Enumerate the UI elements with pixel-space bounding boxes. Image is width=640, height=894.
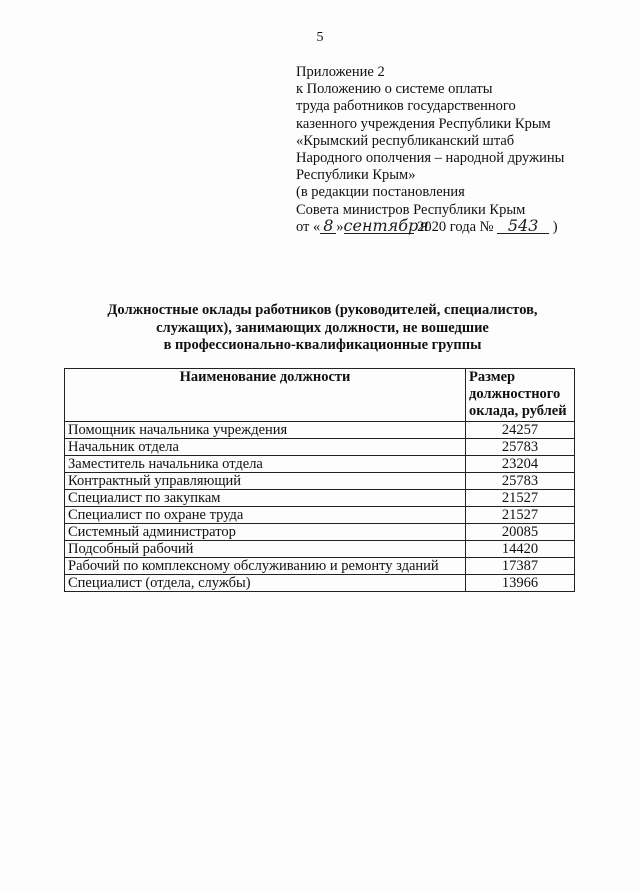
salary-value: 24257 — [466, 422, 575, 439]
handwritten-month: сентября — [343, 215, 429, 235]
title-line: служащих), занимающих должности, не вошедшие — [156, 319, 489, 336]
position-name: Системный администратор — [65, 524, 466, 541]
table-row — [65, 575, 575, 592]
appendix-line: Приложение 2 — [296, 64, 385, 80]
position-name: Рабочий по комплексному обслуживанию и ремонту зданий — [65, 558, 466, 575]
appendix-line: Народного ополчения – народной дружины — [296, 150, 565, 167]
table-row — [65, 507, 575, 524]
table-row — [65, 422, 575, 439]
header-salary-line: Размер — [469, 369, 516, 385]
position-name: Подсобный рабочий — [65, 541, 466, 558]
date-quote-close: » — [336, 218, 344, 235]
date-suffix: ) — [552, 218, 558, 235]
appendix-line: «Крымский республиканский штаб — [296, 132, 515, 149]
salary-value: 20085 — [466, 524, 575, 541]
salary-value: 25783 — [466, 473, 575, 490]
appendix-line: труда работников государственного — [296, 98, 516, 115]
date-prefix: от « — [296, 218, 321, 235]
position-name: Специалист по закупкам — [65, 490, 466, 507]
table-row — [65, 558, 575, 575]
table-row — [65, 456, 575, 473]
appendix-header — [296, 64, 596, 236]
document-title — [90, 302, 555, 355]
appendix-line: казенного учреждения Республики Крым — [296, 115, 551, 132]
position-name: Заместитель начальника отдела — [65, 456, 466, 473]
salary-value: 13966 — [466, 575, 575, 592]
table-row — [65, 524, 575, 541]
header-salary — [466, 369, 575, 422]
handwritten-day: 8 — [320, 219, 336, 234]
position-name: Специалист по охране труда — [65, 507, 466, 524]
table-row — [65, 541, 575, 558]
header-salary-line: должностного — [469, 386, 561, 402]
page-number: 5 — [316, 30, 324, 45]
appendix-line: Республики Крым» — [296, 167, 416, 184]
appendix-line: к Положению о системе оплаты — [296, 81, 493, 98]
salary-table — [64, 368, 575, 592]
title-line: в профессионально-квалификационные группы — [163, 337, 482, 353]
table-row — [65, 490, 575, 507]
header-salary-line: оклада, рублей — [469, 403, 567, 419]
title-line: Должностные оклады работников (руководителей, специалистов, — [107, 302, 538, 318]
position-name: Помощник начальника учреждения — [65, 422, 466, 439]
salary-value: 17387 — [466, 558, 575, 575]
header-position-name: Наименование должности — [65, 369, 466, 422]
salary-value: 25783 — [466, 439, 575, 456]
position-name: Контрактный управляющий — [65, 473, 466, 490]
table-header-row — [65, 369, 575, 422]
position-name: Начальник отдела — [65, 439, 466, 456]
salary-value: 23204 — [466, 456, 575, 473]
appendix-line: (в редакции постановления — [296, 184, 465, 201]
salary-value: 14420 — [466, 541, 575, 558]
salary-value: 21527 — [466, 490, 575, 507]
table-row — [65, 439, 575, 456]
appendix-line: Совета министров Республики Крым — [296, 201, 526, 218]
date-year-text: 2020 года № — [417, 218, 494, 235]
appendix-date-line — [296, 215, 596, 236]
table-row — [65, 473, 575, 490]
handwritten-doc-number: 543 — [497, 219, 549, 234]
position-name: Специалист (отдела, службы) — [65, 575, 466, 592]
salary-value: 21527 — [466, 507, 575, 524]
